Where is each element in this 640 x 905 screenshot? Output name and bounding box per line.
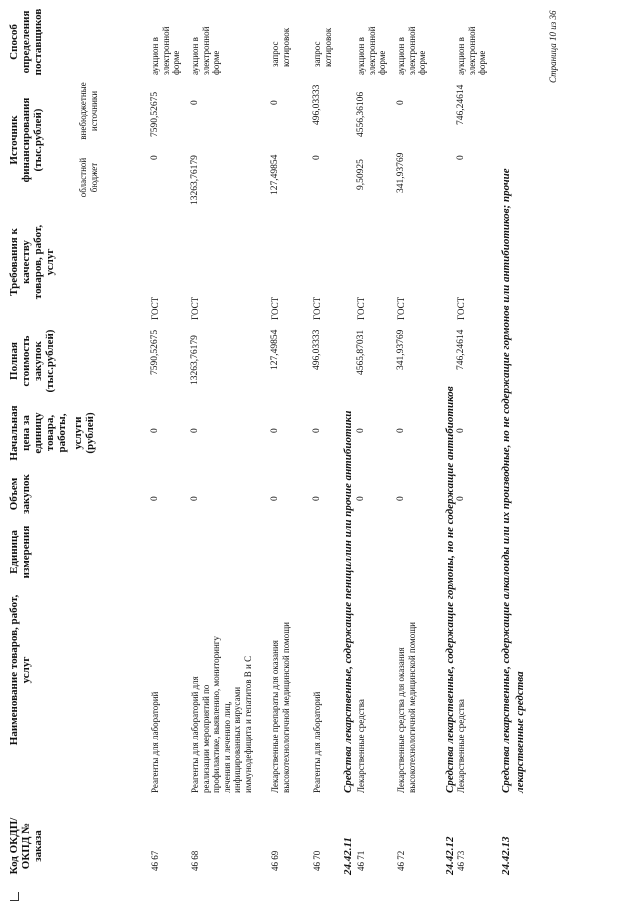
row-requirements: ГОСТ (270, 296, 280, 320)
header-volume: Объем закупок (8, 474, 32, 514)
row-code: 46 68 (190, 850, 200, 871)
row-name: Лекарственные средства (356, 699, 366, 793)
header-code: Код ОКДП/ ОКПД № заказа (8, 817, 44, 875)
group-title-continuation: лекарственные средства (514, 671, 526, 793)
row-total: 746,24614 (456, 329, 466, 370)
row-price: 0 (150, 428, 160, 433)
row-total: 127,49854 (270, 329, 280, 370)
row-requirements: ГОСТ (396, 296, 406, 320)
row-price: 0 (312, 428, 322, 433)
row-extra: 0 (190, 100, 200, 105)
row-extra: 4556,36106 (356, 91, 366, 137)
group-title: Средства лекарственные, содержащие пенициллин или прочие антибиотики (342, 410, 354, 793)
row-method: запрос котировок (312, 27, 333, 67)
row-name: Лекарственные средства (456, 699, 466, 793)
group-title: Средства лекарственные, содержащие алкалоиды или их производные, но не содержащие гормонов или антибиотиков; прочие (500, 168, 512, 793)
row-regional: 13263,76179 (190, 155, 200, 205)
row-total: 13263,76179 (190, 335, 200, 385)
row-name: Реагенты для лабораторий для реализации мероприятий по профилактике, выявлению, мониторингу лечения и лечению лиц, инфицированных вирусами иммунодефицита и гепатитов В и С (190, 636, 253, 793)
group-code: 24.42.11 (342, 837, 354, 875)
group-code: 24.42.13 (500, 836, 512, 875)
row-regional: 341,93769 (396, 152, 406, 193)
row-name: Реагенты для лабораторий (150, 691, 160, 793)
header-unit: Единица измерения (8, 525, 32, 579)
header-requirements: Требования к качеству товаров, работ, услуг (8, 224, 56, 300)
row-volume: 0 (456, 496, 466, 501)
row-requirements: ГОСТ (356, 296, 366, 320)
row-requirements: ГОСТ (456, 296, 466, 320)
crop-mark (10, 892, 19, 901)
row-total: 4565,87031 (356, 329, 366, 375)
row-method: аукцион в электронной форме (396, 26, 427, 75)
row-extra: 746,24614 (456, 84, 466, 125)
group-title: Средства лекарственные, содержащие гормоны, но не содержащие антибиотиков (444, 386, 456, 793)
row-regional: 0 (312, 155, 322, 160)
row-code: 46 69 (270, 850, 280, 871)
row-method: аукцион в электронной форме (456, 26, 487, 75)
header-funding: Источник финансирования (тыс.рублей) (8, 97, 44, 183)
row-regional: 0 (150, 155, 160, 160)
page-number: Страница 10 из 36 (548, 10, 558, 83)
row-code: 46 72 (396, 850, 406, 871)
row-volume: 0 (312, 496, 322, 501)
row-extra: 7590,52675 (150, 91, 160, 137)
row-volume: 0 (190, 496, 200, 501)
row-total: 7590,52675 (150, 329, 160, 375)
row-code: 46 73 (456, 850, 466, 871)
header-funding-extra: внебюджетные источники (78, 82, 99, 140)
group-code: 24.42.12 (444, 836, 456, 875)
header-method: Способ определения поставщиков (8, 8, 44, 76)
row-requirements: ГОСТ (190, 296, 200, 320)
row-price: 0 (270, 428, 280, 433)
header-total: Полная стоимость закупок (тыс.рублей) (8, 329, 56, 393)
header-price-unit: услуги (рублей) (72, 412, 96, 454)
row-price: 0 (456, 428, 466, 433)
header-price: Начальная цена за единицу товара, работы, (8, 405, 68, 461)
row-name: Лекарственные средства для оказания высокотехнологичной медицинской помощи (396, 622, 417, 793)
row-method: аукцион в электронной форме (356, 26, 387, 75)
row-volume: 0 (356, 496, 366, 501)
row-price: 0 (396, 428, 406, 433)
row-total: 496,03333 (312, 329, 322, 370)
row-price: 0 (190, 428, 200, 433)
row-regional: 9,50925 (356, 159, 366, 190)
header-name: Наименование товаров, работ, услуг (8, 594, 32, 746)
row-regional: 127,49854 (270, 154, 280, 195)
row-method: аукцион в электронной форме (150, 26, 181, 75)
row-extra: 0 (270, 100, 280, 105)
row-requirements: ГОСТ (150, 296, 160, 320)
row-regional: 0 (456, 155, 466, 160)
header-funding-regional: областной бюджет (78, 157, 99, 198)
row-total: 341,93769 (396, 329, 406, 370)
row-price: 0 (356, 428, 366, 433)
row-extra: 0 (396, 100, 406, 105)
row-code: 46 71 (356, 850, 366, 871)
row-method: аукцион в электронной форме (190, 26, 221, 75)
row-name: Лекарственные препараты для оказания высокотехнологичной медицинской помощи (270, 622, 291, 793)
row-volume: 0 (396, 496, 406, 501)
row-name: Реагенты для лабораторий (312, 691, 322, 793)
row-volume: 0 (150, 496, 160, 501)
row-method: запрос котировок (270, 27, 291, 67)
row-requirements: ГОСТ (312, 296, 322, 320)
row-extra: 496,03333 (312, 84, 322, 125)
row-code: 46 70 (312, 850, 322, 871)
row-code: 46 67 (150, 850, 160, 871)
row-volume: 0 (270, 496, 280, 501)
